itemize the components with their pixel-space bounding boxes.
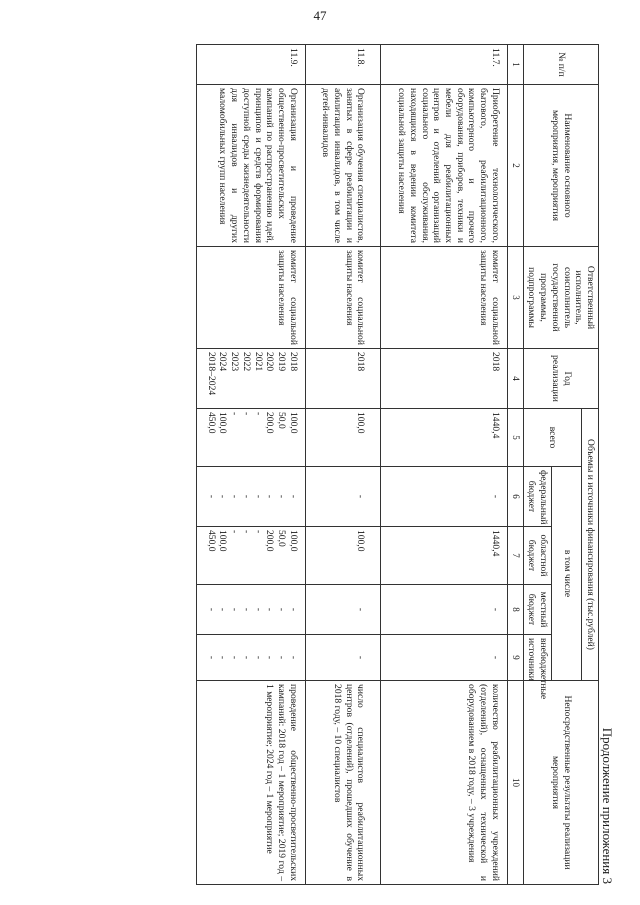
header-num: № п/п (523, 45, 598, 85)
header-name: Наименование основного мероприятия, мероприятия (523, 85, 598, 247)
funding-federal-value: - (205, 494, 217, 499)
funding-local (305, 585, 381, 635)
funding-offbudget (305, 635, 381, 681)
column-number: 10 (507, 681, 523, 885)
funding-local-value: - (252, 607, 264, 612)
page-number: 47 (313, 8, 327, 23)
funding-regional-value: 100,0 (217, 530, 229, 552)
column-number-row (507, 45, 523, 885)
funding-total-value: 100,0 (217, 412, 229, 434)
responsible-executor: комитет социальной защиты населения (197, 247, 306, 349)
funding-local-value: - (217, 607, 229, 612)
funding-local-value: - (275, 607, 287, 612)
funding-federal (197, 467, 306, 527)
direct-results: проведение общественно-просветительских кампаний: 2018 год – 1 мероприятие; 2019 год – 1 мероприятие; 2024 год – 1 мероприятие (197, 681, 306, 885)
funding-federal-value: - (252, 494, 264, 499)
column-number: 3 (507, 247, 523, 349)
direct-results: количество реабилитационных учреждений (отделений), оснащенных технической и оборудованием в 2018 году, – 3 учреждения (381, 681, 507, 885)
funding-regional-value: - (229, 530, 241, 534)
column-number: 8 (507, 585, 523, 635)
continuation-title: Продолжение приложения 3 (600, 727, 615, 884)
funding-federal-value: - (489, 494, 501, 499)
funding-regional-value: 1440,4 (489, 530, 501, 557)
implementation-year-value: 2018 (287, 352, 299, 372)
funding-total-value: - (229, 412, 241, 416)
column-number: 9 (507, 635, 523, 681)
funding-federal-value: - (264, 494, 276, 499)
funding-local-value: - (229, 607, 241, 612)
column-number: 7 (507, 527, 523, 585)
funding-total-value: - (252, 412, 264, 416)
funding-local-value: - (489, 607, 501, 612)
funding-offbudget-value: - (205, 655, 217, 660)
funding-federal-value: - (229, 494, 241, 499)
funding-federal-value: - (287, 494, 299, 499)
header-total: всего (523, 409, 582, 467)
funding-total (381, 409, 507, 467)
responsible-executor: комитет социальной защиты населения (381, 247, 507, 349)
funding-regional-value: 100,0 (287, 530, 299, 552)
funding-regional (197, 527, 306, 585)
funding-local (381, 585, 507, 635)
funding-regional-value: - (240, 530, 252, 534)
column-number: 6 (507, 467, 523, 527)
header-executor: Ответственный исполнитель, соисполнитель государственной программы, подпрограммы (523, 247, 598, 349)
funding-regional (381, 527, 507, 585)
funding-total-value: 50,0 (275, 412, 287, 429)
implementation-year-value: 2023 (229, 352, 241, 372)
funding-local-value: - (287, 607, 299, 612)
direct-results: число специалистов реабилитационных центров (отделений), прошедших обучение в 2018 году, – 10 специалистов (305, 681, 381, 885)
funding-offbudget-value: - (252, 655, 264, 660)
header-regional: областной бюджет (523, 527, 551, 585)
implementation-year-value: 2018–2024 (205, 352, 217, 396)
column-number: 4 (507, 349, 523, 409)
implementation-year-value: 2019 (275, 352, 287, 372)
funding-offbudget-value: - (229, 655, 241, 660)
funding-local-value: - (205, 607, 217, 612)
implementation-year (197, 349, 306, 409)
activity-name: Организация обучения специалистов, занятых в сфере реабилитации и абилитации инвалидов, в том числе детей-инвалидов (305, 85, 381, 247)
funding-regional-value: 50,0 (275, 530, 287, 547)
implementation-year-value: 2020 (264, 352, 276, 372)
rotated-page-content (97, 40, 617, 892)
funding-offbudget (197, 635, 306, 681)
implementation-year-value: 2021 (252, 352, 264, 372)
funding-total-value: - (240, 412, 252, 416)
row-number: 11.9. (197, 45, 306, 85)
funding-regional-value: 450,0 (205, 530, 217, 552)
funding-offbudget-value: - (264, 655, 276, 660)
funding-federal (381, 467, 507, 527)
implementation-year-value: 2024 (217, 352, 229, 372)
funding-federal-value: - (275, 494, 287, 499)
responsible-executor: комитет социальной защиты населения (305, 247, 381, 349)
implementation-year (305, 349, 381, 409)
funding-federal-value: - (240, 494, 252, 499)
header-local: местный бюджет (523, 585, 551, 635)
funding-offbudget-value: - (489, 655, 501, 660)
funding-total-value: 200,0 (264, 412, 276, 434)
funding-local-value: - (264, 607, 276, 612)
table-row (305, 45, 381, 885)
funding-federal-value: - (355, 494, 367, 499)
funding-offbudget-value: - (240, 655, 252, 660)
funding-offbudget-value: - (287, 655, 299, 660)
funding-local-value: - (355, 607, 367, 612)
program-activities-table (196, 44, 599, 885)
funding-offbudget (381, 635, 507, 681)
funding-local-value: - (240, 607, 252, 612)
funding-federal-value: - (217, 494, 229, 499)
activity-name: Приобретение технологического, бытового, реабилитационного, компьютерного и прочего оборудования, приборов, техники и мебели для реабилитационных центров и отделений организаций социального обслуживания, находящихся в ведении комитета социальной защиты населения (381, 85, 507, 247)
funding-offbudget-value: - (217, 655, 229, 660)
header-federal: федеральный бюджет (523, 467, 551, 527)
header-results: Непосредственные результаты реализации мероприятия (523, 681, 598, 885)
funding-total-value: 100,0 (355, 412, 367, 434)
row-number: 11.7. (381, 45, 507, 85)
implementation-year-value: 2018 (489, 352, 501, 372)
funding-federal (305, 467, 381, 527)
implementation-year-value: 2022 (240, 352, 252, 372)
funding-regional-value: 100,0 (355, 530, 367, 552)
funding-total (305, 409, 381, 467)
table-row (381, 45, 507, 885)
funding-regional-value: - (252, 530, 264, 534)
funding-offbudget-value: - (275, 655, 287, 660)
header-funding: Объемы и источники финансирования (тыс.рублей) (582, 409, 599, 681)
implementation-year-value: 2018 (355, 352, 367, 372)
activity-name: Организация и проведение общественно-просветительских кампаний по распространению идей, принципов и средств формирования доступной среды жизнедеятельности для инвалидов и других маломобильных групп населения (197, 85, 306, 247)
header-including: в том числе (552, 467, 582, 681)
funding-regional (305, 527, 381, 585)
funding-total-value: 100,0 (287, 412, 299, 434)
column-number: 2 (507, 85, 523, 247)
funding-total-value: 450,0 (205, 412, 217, 434)
table-body (197, 45, 508, 885)
row-number: 11.8. (305, 45, 381, 85)
header-year: Год реализации (523, 349, 598, 409)
funding-total (197, 409, 306, 467)
funding-offbudget-value: - (355, 655, 367, 660)
funding-local (197, 585, 306, 635)
column-number: 1 (507, 45, 523, 85)
table-row (197, 45, 306, 885)
funding-regional-value: 200,0 (264, 530, 276, 552)
implementation-year (381, 349, 507, 409)
funding-total-value: 1440,4 (489, 412, 501, 439)
column-number: 5 (507, 409, 523, 467)
header-offbudget: внебюджетные источники (523, 635, 551, 681)
